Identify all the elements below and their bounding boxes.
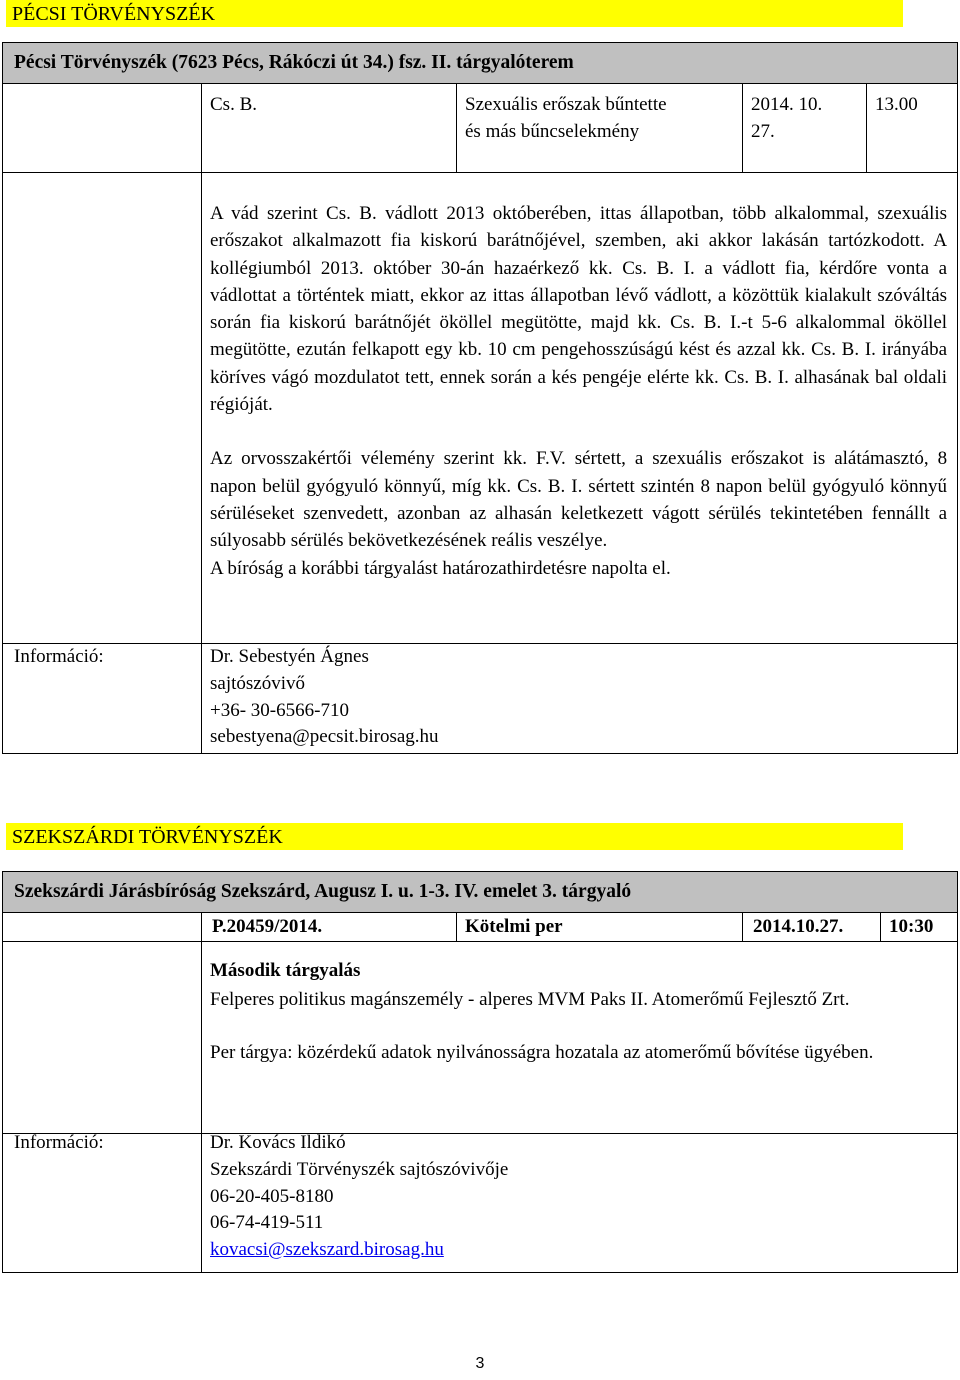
contact-name: Dr. Sebestyén Ágnes xyxy=(210,646,369,667)
empty-cell xyxy=(3,173,202,644)
court-name: SZEKSZÁRDI TÖRVÉNYSZÉK xyxy=(12,826,283,848)
contact-name: Dr. Kovács Ildikó xyxy=(210,1132,346,1153)
description-paragraph: Az orvosszakértői vélemény szerint kk. F.V. sértett, a szexuális erőszakot is alátámasztó, 8 napon belül gyógyuló könnyű, míg kk. Cs. B. I. sértett szintén 8 napon belül gyógyuló könnyű sérüléseket szenvedett, azonban az alhasán keletkezett vágott sérülés tekintetében fennállt a súlyosabb sérülés bekövetkezésének reális veszélye. xyxy=(210,448,948,552)
case-table-szekszard xyxy=(2,871,958,1273)
hearing-label: Második tárgyalás xyxy=(210,960,361,981)
info-label: Információ: xyxy=(3,1134,202,1273)
empty-cell xyxy=(3,913,202,942)
contact-block xyxy=(202,1134,958,1273)
case-id: Cs. B. xyxy=(202,84,457,173)
contact-phone: 06-20-405-8180 xyxy=(210,1185,334,1207)
case-time: 13.00 xyxy=(867,84,958,173)
court-name: PÉCSI TÖRVÉNYSZÉK xyxy=(12,3,216,25)
page-number: 3 xyxy=(475,1355,485,1372)
case-description xyxy=(202,173,958,644)
case-table-pecs xyxy=(2,42,958,754)
info-label: Információ: xyxy=(3,644,202,754)
description-paragraph: A bíróság a korábbi tárgyalást határozathirdetésre napolta el. xyxy=(210,557,671,579)
contact-role: sajtószóvivő xyxy=(210,672,305,694)
contact-email[interactable]: sebestyena@pecsit.birosag.hu xyxy=(210,726,439,748)
case-id: P.20459/2014. xyxy=(202,913,457,942)
case-type: Szexuális erőszak bűntette és más bűncselekmény xyxy=(457,84,743,173)
location-row xyxy=(3,872,958,913)
location-text: Pécsi Törvényszék (7623 Pécs, Rákóczi út 34.) fsz. II. tárgyalóterem xyxy=(14,52,574,73)
empty-cell xyxy=(3,84,202,173)
case-date: 2014. 10. 27. xyxy=(743,84,867,173)
empty-cell xyxy=(3,942,202,1134)
court-header-pecs xyxy=(6,0,903,27)
subject-text: Per tárgya: közérdekű adatok nyilvánosságra hozatala az atomerőmű bővítése ügyében. xyxy=(210,1041,874,1063)
location-row xyxy=(3,43,958,84)
contact-role: Szekszárdi Törvényszék sajtószóvivője xyxy=(210,1158,509,1180)
location-text: Szekszárdi Járásbíróság Szekszárd, Augusz I. u. 1-3. IV. emelet 3. tárgyaló xyxy=(14,881,632,902)
case-time: 10:30 xyxy=(881,913,958,942)
contact-block xyxy=(202,644,958,754)
contact-phone-2: 06-74-419-511 xyxy=(210,1212,324,1234)
contact-email-link[interactable]: kovacsi@szekszard.birosag.hu xyxy=(210,1239,444,1261)
case-date: 2014.10.27. xyxy=(743,913,881,942)
contact-phone: +36- 30-6566-710 xyxy=(210,699,349,721)
court-header-szekszard xyxy=(6,823,903,850)
description-paragraph: A vád szerint Cs. B. vádlott 2013 októberében, ittas állapotban, több alkalommal, szexuális erőszakot alkalmazott fia kiskorú barátnőjével, szemben, aki akkor lakásán tartózkodott. A kollégiumból 2013. október 30-án hazaérkező kk. Cs. B. I. a vádlott fia, kérdőre vonta a vádlottat a történtek miatt, ekkor az ittas állapotban lévő vádlott, a közöttük kialakult szóváltás során fia kiskorú barátnőjét ököllel megütötte, majd kk. Cs. B. I.-t 5-6 alkalommal ököllel megütötte, ezután felkapott egy kb. 10 cm pengehosszúságú kést és azzal kk. Cs. B. I. irányába köríves vágó mozdulatot tett, ennek során a kés pengéje elérte kk. Cs. B. I. alhasának bal oldali régióját. xyxy=(210,203,948,416)
parties-text: Felperes politikus magánszemély - alperes MVM Paks II. Atomerőmű Fejlesztő Zrt. xyxy=(210,989,850,1011)
case-description xyxy=(202,942,958,1134)
case-type: Kötelmi per xyxy=(457,913,743,942)
